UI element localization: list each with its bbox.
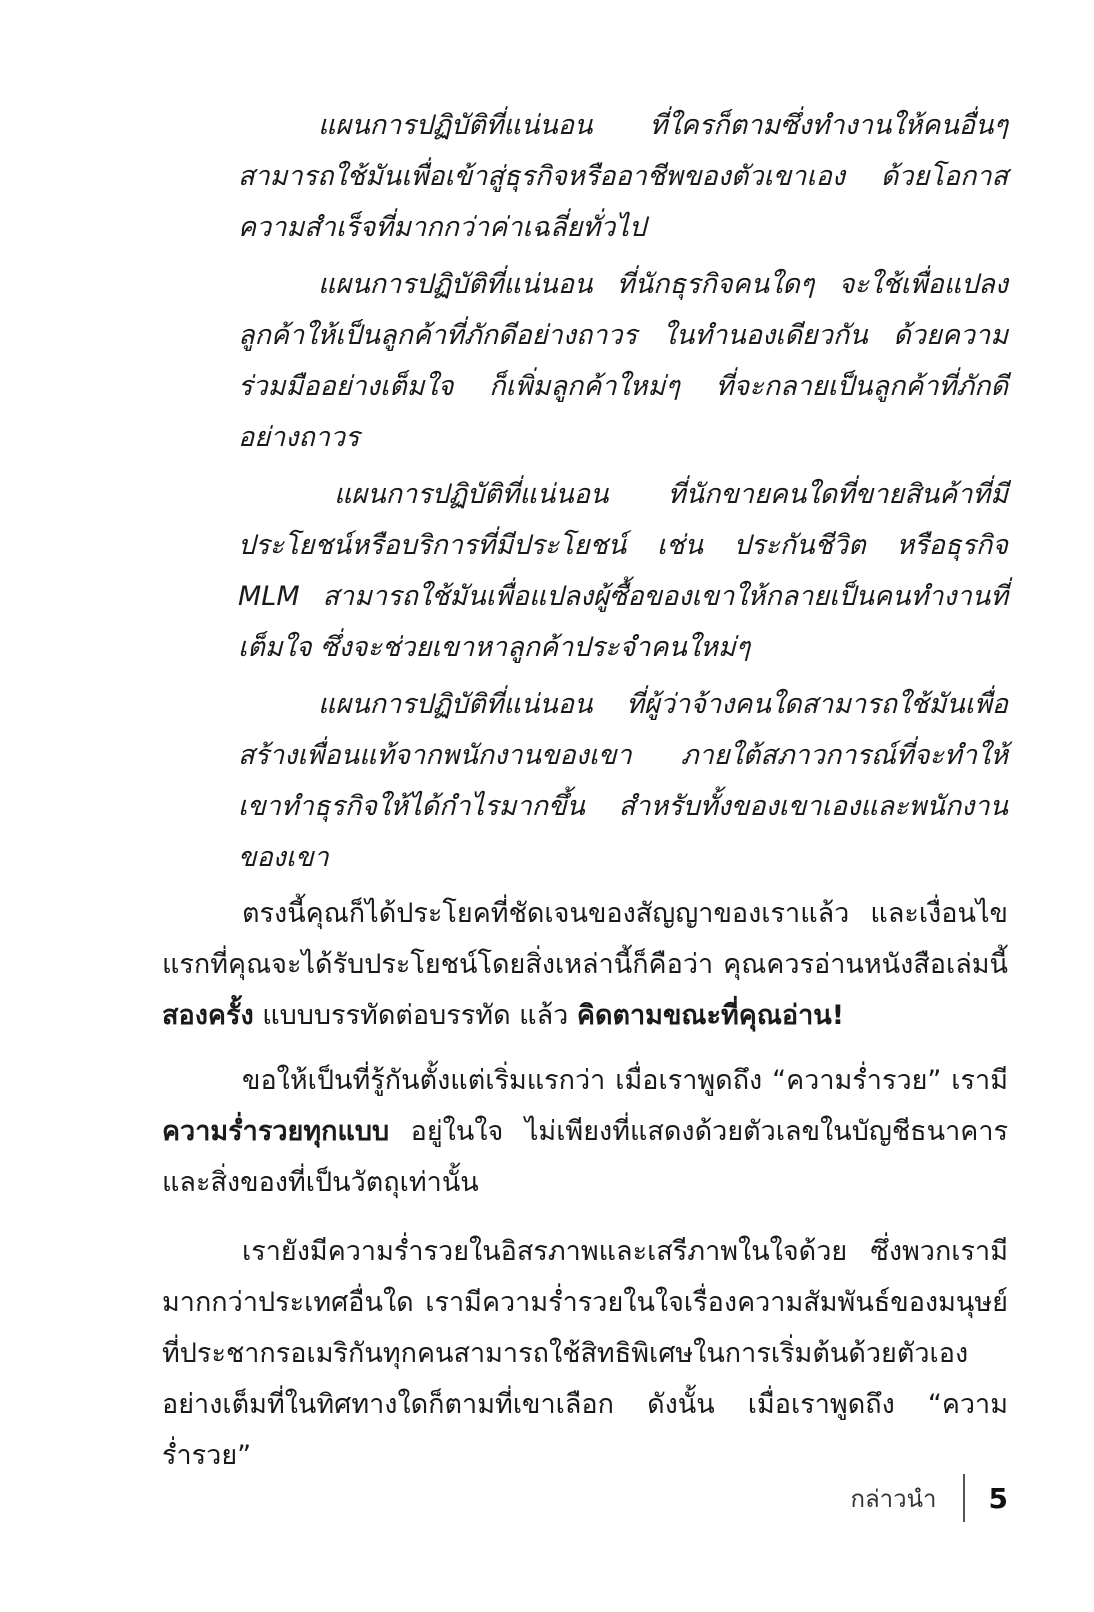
body-paragraph-1-text-1: ตรงนี้คุณก็ได้ประโยคที่ชัดเจนของสัญญาของเราแล้ว และเงื่อนไขแรกที่คุณจะได้รับประโยชน์โดยสิ่งเหล่านี้ก็คือว่า คุณควรอ่านหนังสือเล่มนี้	[162, 898, 1008, 980]
body-paragraph-1-text-2: แบบบรรทัดต่อบรรทัด แล้ว	[253, 1000, 577, 1031]
emphasis-think-while-reading: คิดตามขณะที่คุณอ่าน!	[576, 1000, 845, 1031]
body-paragraph-2-text-1: ขอให้เป็นที่รู้กันตั้งแต่เริ่มแรกว่า เมื่อเราพูดถึง “ความร่ำรวย” เรามี	[242, 1065, 1008, 1096]
body-paragraph-1	[162, 888, 1008, 1041]
emphasis-all-kinds-of-riches: ความร่ำรวยทุกแบบ	[162, 1116, 390, 1147]
emphasis-read-twice: สองครั้ง	[162, 1000, 254, 1031]
quote-paragraph-1: แผนการปฏิบัติที่แน่นอน ที่ใครก็ตามซึ่งทำงานให้คนอื่นๆ สามารถใช้มันเพื่อเข้าสู่ธุรกิจหรืออาชีพของตัวเขาเอง ด้วยโอกาสความสำเร็จที่มากกว่าค่าเฉลี่ยทั่วไป	[238, 110, 1008, 243]
body-paragraph-2	[162, 1055, 1008, 1208]
body-text	[162, 888, 1008, 1495]
chapter-label: กล่าวนำ	[850, 1484, 937, 1513]
footer-divider	[963, 1474, 965, 1522]
quote-paragraph-3: แผนการปฏิบัติที่แน่นอน ที่นักขายคนใดที่ขายสินค้าที่มีประโยชน์หรือบริการที่มีประโยชน์ เช่น ประกันชีวิต หรือธุรกิจ MLM สามารถใช้มันเพื่อแปลงผู้ซื้อของเขาให้กลายเป็นคนทำงานที่เต็มใจ ซึ่งจะช่วยเขาหาลูกค้าประจำคนใหม่ๆ	[238, 479, 1008, 663]
body-paragraph-3: เรายังมีความร่ำรวยในอิสรภาพและเสรีภาพในใจด้วย ซึ่งพวกเรามีมากกว่าประเทศอื่นใด เรามีความร่ำรวยในใจเรื่องความสัมพันธ์ของมนุษย์ที่ประชากรอเมริกันทุกคนสามารถใช้สิทธิพิเศษในการเริ่มต้นด้วยตัวเองอย่างเต็มที่ในทิศทางใดก็ตามที่เขาเลือก ดังนั้น เมื่อเราพูดถึง “ความร่ำรวย”	[162, 1236, 1008, 1471]
page-number: 5	[988, 1481, 1008, 1515]
quote-paragraph-2: แผนการปฏิบัติที่แน่นอน ที่นักธุรกิจคนใดๆ จะใช้เพื่อแปลงลูกค้าให้เป็นลูกค้าที่ภักดีอย่างถาวร ในทำนองเดียวกัน ด้วยความร่วมมืออย่างเต็มใจ ก็เพิ่มลูกค้าใหม่ๆ ที่จะกลายเป็นลูกค้าที่ภักดีอย่างถาวร	[238, 269, 1008, 453]
quote-paragraph-4: แผนการปฏิบัติที่แน่นอน ที่ผู้ว่าจ้างคนใดสามารถใช้มันเพื่อสร้างเพื่อนแท้จากพนักงานของเขา ภายใต้สภาวการณ์ที่จะทำให้เขาทำธุรกิจให้ได้กำไรมากขึ้น สำหรับทั้งของเขาเองและพนักงานของเขา	[238, 689, 1008, 873]
page-footer	[850, 1468, 1008, 1528]
quote-block	[238, 100, 1008, 889]
body-paragraph-2-text-2: อยู่ในใจ ไม่เพียงที่แสดงด้วยตัวเลขในบัญชีธนาคารและสิ่งของที่เป็นวัตถุเท่านั้น	[162, 1116, 1008, 1198]
